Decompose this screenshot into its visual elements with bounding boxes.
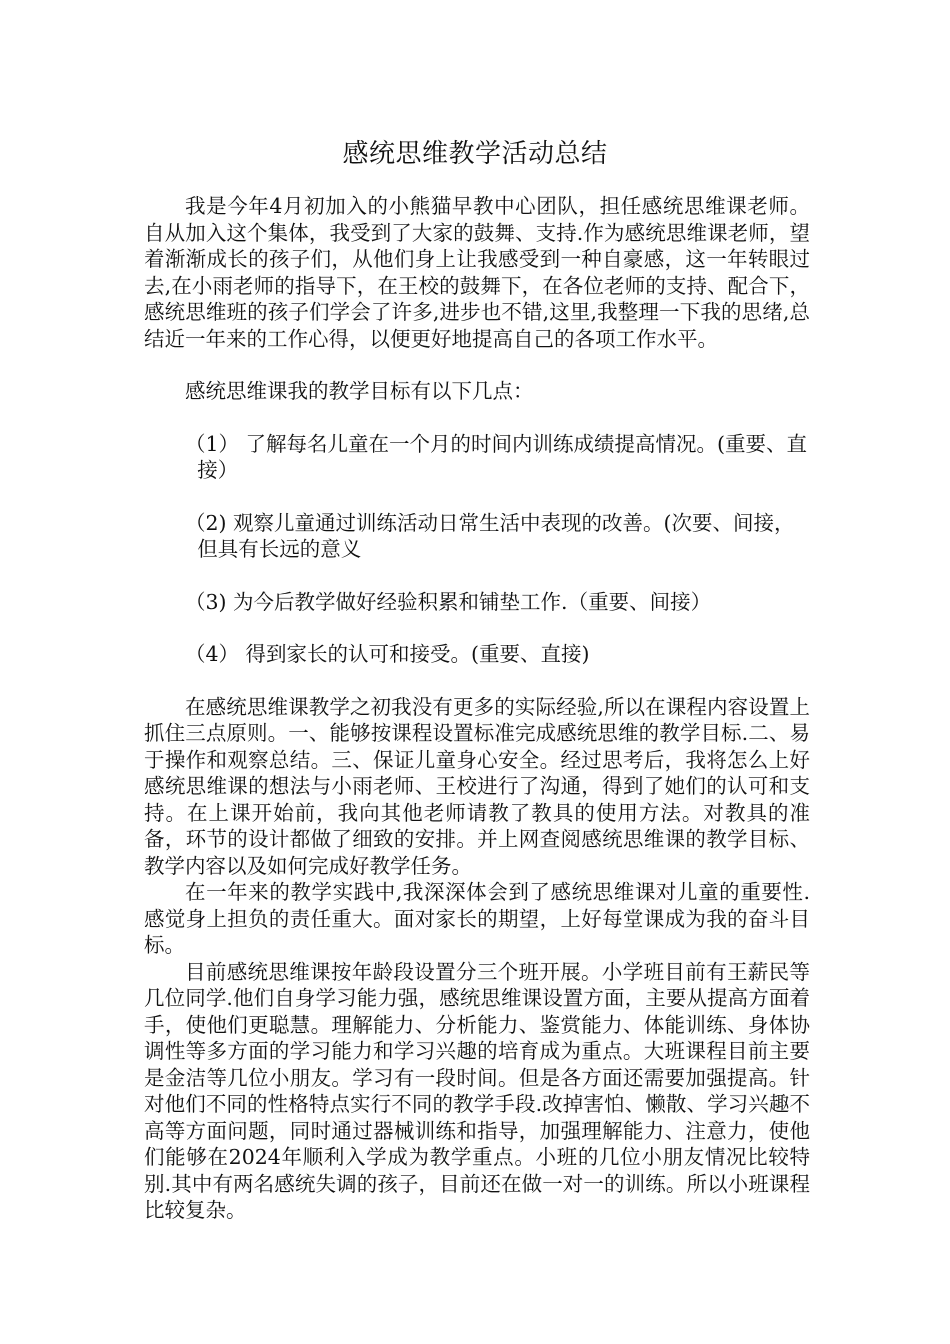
- paragraph-goals-intro: 感统思维课我的教学目标有以下几点：: [185, 379, 534, 403]
- goal-item-4: （4） 得到家长的认可和接受。(重要、直接): [185, 642, 590, 666]
- paragraph-classes: 目前感统思维课按年龄段设置分三个班开展。小学班目前有王薪民等几位同学.他们自身学习能力强，感统思维课设置方面，主要从提高方面着手，使他们更聪慧。理解能力、分析能力、鉴赏能力、体能训练、身体协调性等多方面的学习能力和学习兴趣的培育成为重点。大班课程目前主要是金洁等几位小朋友。学习有一段时间。但是各方面还需要加强提高。针对他们不同的性格特点实行不同的教学手段.改掉害怕、懒散、学习兴趣不高等方面问题，同时通过器械训练和指导，加强理解能力、注意力，使他们能够在2024年顺利入学成为教学重点。小班的几位小朋友情况比较特别.其中有两名感统失调的孩子，目前还在做一对一的训练。所以小班课程比较复杂。: [144, 959, 810, 1222]
- goal-item-1: （1） 了解每名儿童在一个月的时间内训练成绩提高情况。(重要、直接）: [185, 431, 808, 482]
- paragraph-experience: 在一年来的教学实践中,我深深体会到了感统思维课对儿童的重要性.感觉身上担负的责任重大。面对家长的期望，上好每堂课成为我的奋斗目标。: [144, 880, 810, 957]
- paragraph-intro: 我是今年4月初加入的小熊猫早教中心团队，担任感统思维课老师。自从加入这个集体，我受到了大家的鼓舞、支持.作为感统思维课老师，望着渐渐成长的孩子们，从他们身上让我感受到一种自豪感，这一年转眼过去,在小雨老师的指导下，在王校的鼓舞下，在各位老师的支持、配合下，感统思维班的孩子们学会了许多,进步也不错,这里,我整理一下我的思绪,总结近一年来的工作心得，以便更好地提高自己的各项工作水平。: [144, 194, 810, 351]
- goal-item-2: （2) 观察儿童通过训练活动日常生活中表现的改善。(次要、间接，但具有长远的意义: [185, 510, 795, 561]
- document-title: 感统思维教学活动总结: [342, 139, 608, 169]
- document-body: [144, 193, 810, 1224]
- goal-item-3: （3) 为今后教学做好经验积累和铺垫工作.（重要、间接）: [185, 589, 712, 614]
- paragraph-practice: 在感统思维课教学之初我没有更多的实际经验,所以在课程内容设置上抓住三点原则。一、能够按课程设置标准完成感统思维的教学目标.二、易于操作和观察总结。三、保证儿童身心安全。经过思考后，我将怎么上好感统思维课的想法与小雨老师、王校进行了沟通，得到了她们的认可和支持。在上课开始前，我向其他老师请教了教具的使用方法。对教具的准备，环节的设计都做了细致的安排。并上网查阅感统思维课的教学目标、教学内容以及如何完成好教学任务。: [144, 694, 810, 878]
